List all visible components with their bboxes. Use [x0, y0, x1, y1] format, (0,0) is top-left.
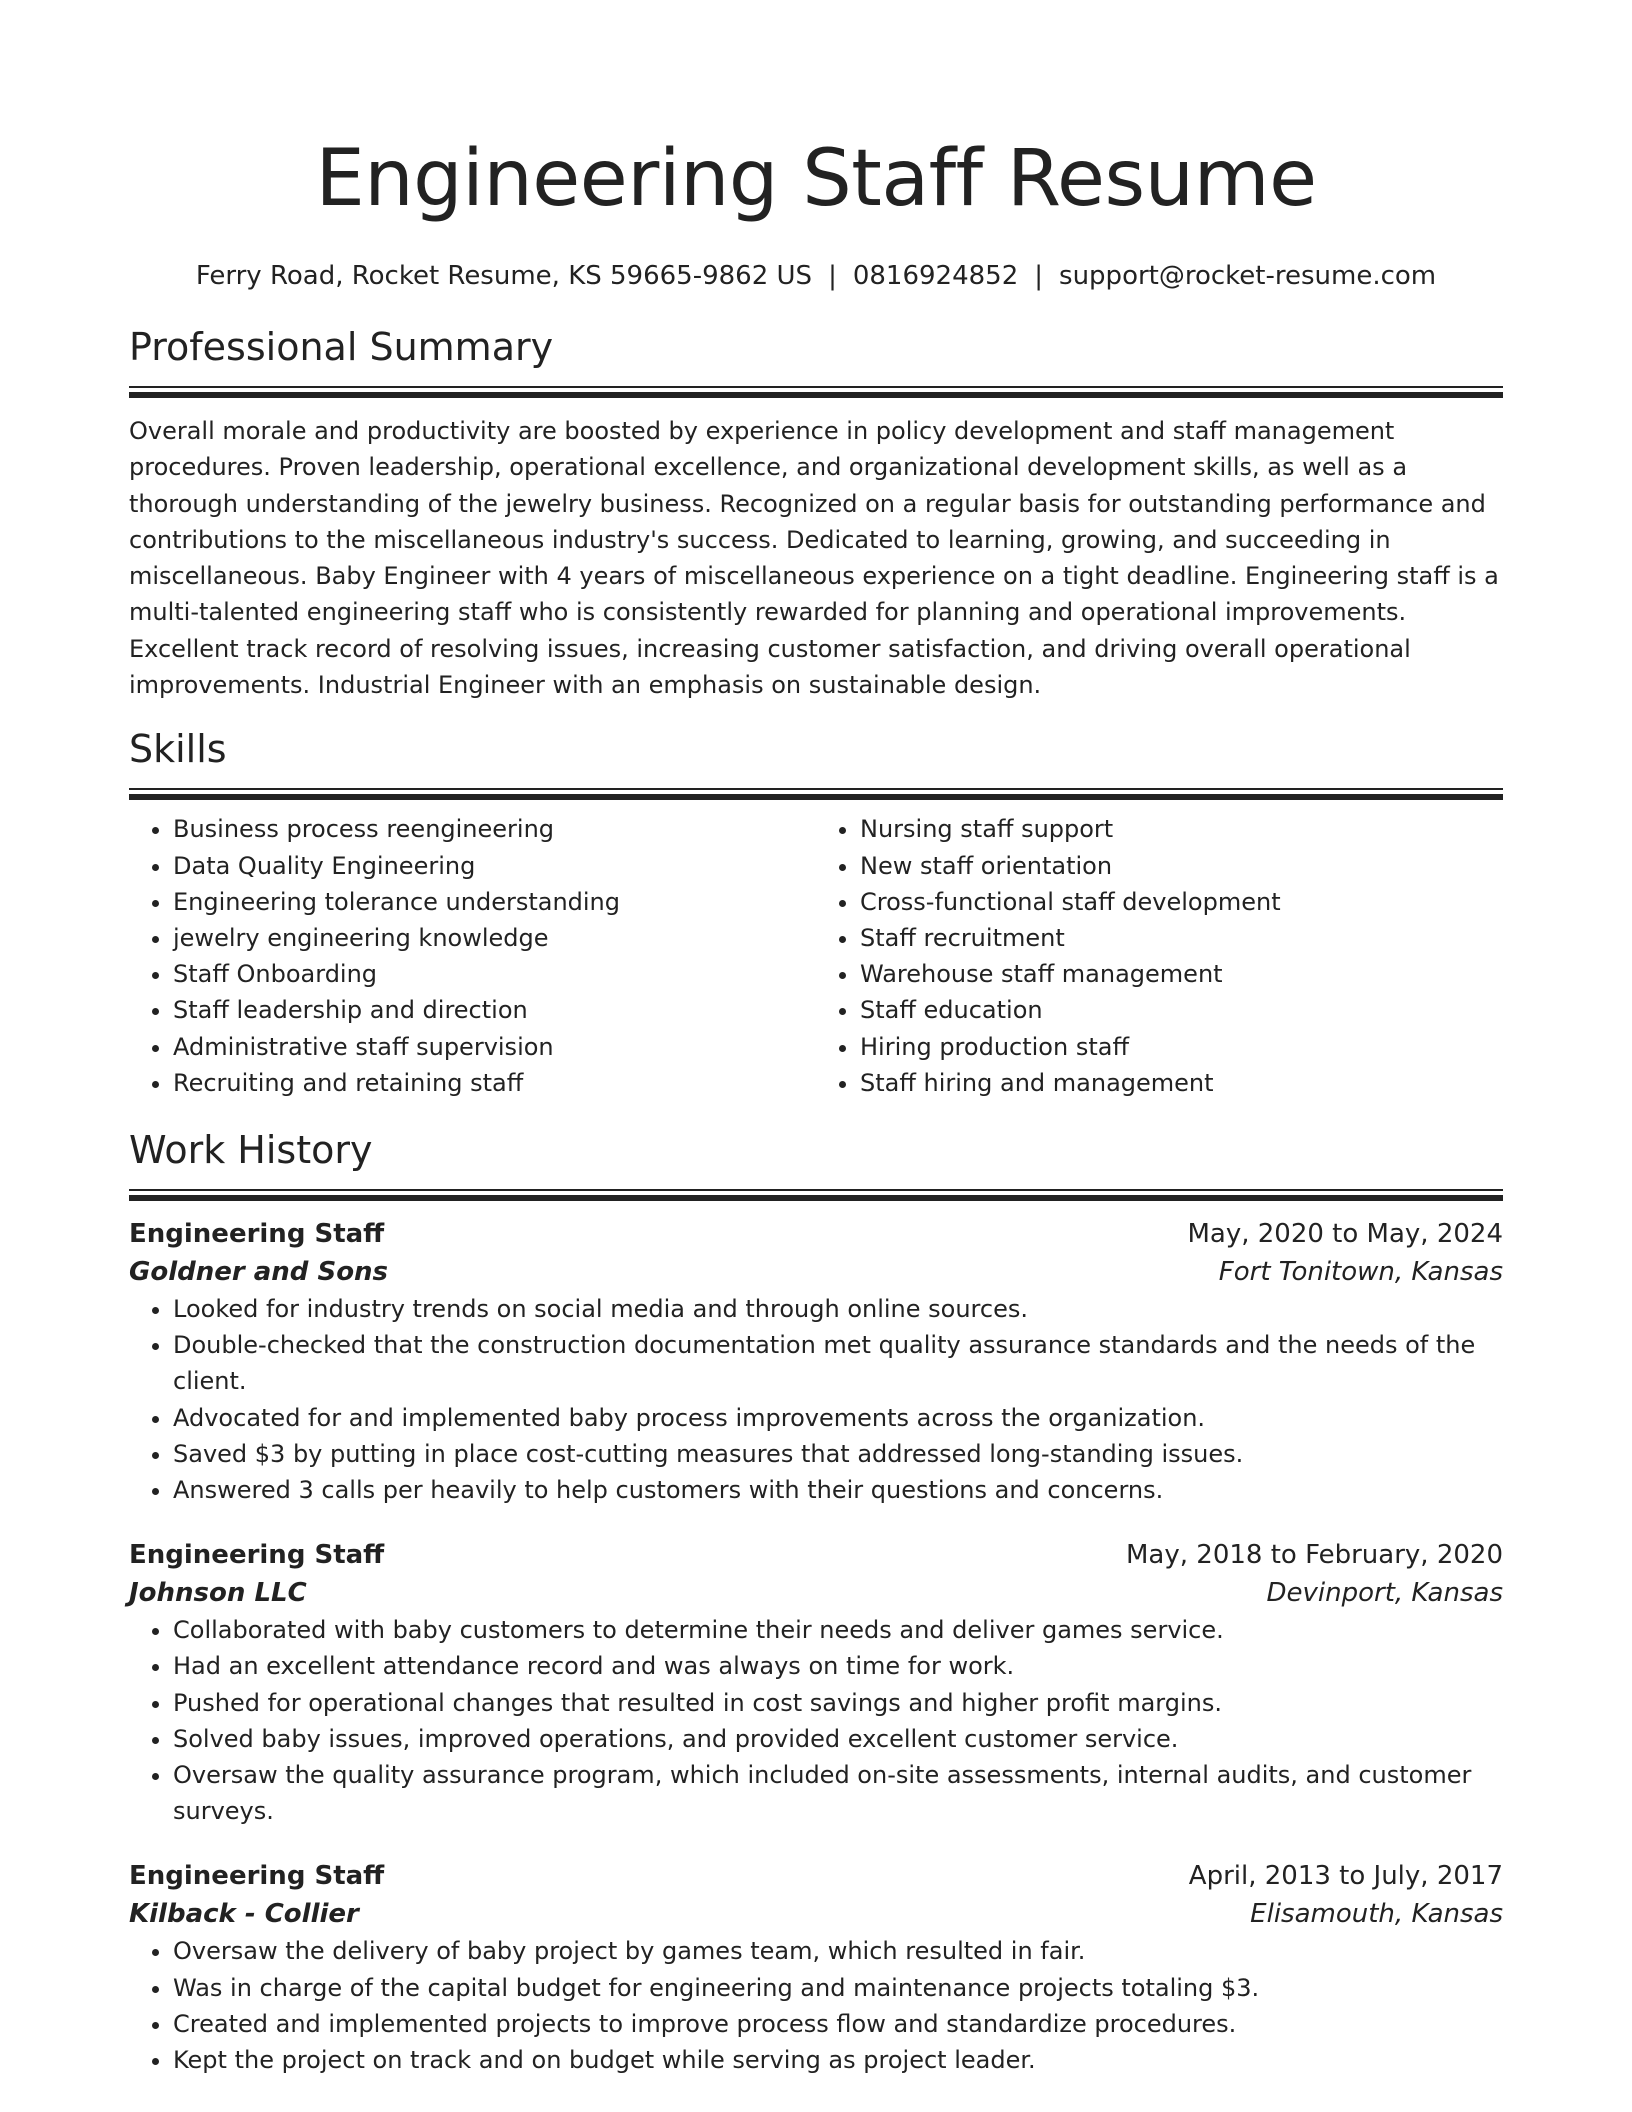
- job-header-row: [129, 1857, 1503, 1895]
- job-company-row: [129, 1895, 1503, 1933]
- skills-heading: Skills: [129, 727, 227, 772]
- skill-item: • Administrative staff supervision: [173, 1029, 816, 1065]
- contact-email: support@rocket-resume.com: [1059, 261, 1437, 291]
- job-bullet: • Oversaw the quality assurance program, which included on-site assessments, internal audits, and customer surveys.: [173, 1757, 1503, 1829]
- skills-section: [129, 725, 1503, 1101]
- job-company: Goldner and Sons: [129, 1257, 389, 1287]
- contact-address: Ferry Road, Rocket Resume, KS 59665-9862 US: [195, 261, 813, 291]
- job-bullet: • Looked for industry trends on social media and through online sources.: [173, 1291, 1503, 1327]
- job-bullet: • Was in charge of the capital budget for engineering and maintenance projects totaling $3.: [173, 1970, 1503, 2006]
- skill-item: • jewelry engineering knowledge: [173, 920, 816, 956]
- job-bullets: [129, 1291, 1503, 1508]
- job-bullet: • Oversaw the delivery of baby project by games team, which resulted in fair.: [173, 1933, 1503, 1969]
- job-title: Engineering Staff: [129, 1540, 385, 1571]
- skill-item: • Staff hiring and management: [860, 1065, 1503, 1101]
- resume-title: Engineering Staff Resume: [315, 134, 1317, 224]
- job-bullet: • Advocated for and implemented baby process improvements across the organization.: [173, 1400, 1503, 1436]
- job-company: Kilback - Collier: [129, 1899, 359, 1930]
- contact-separator: |: [1034, 261, 1044, 291]
- job-dates: April, 2013 to July, 2017: [1188, 1861, 1503, 1892]
- job-entry: [129, 1536, 1503, 1829]
- job-location: Elisamouth, Kansas: [1250, 1899, 1503, 1930]
- job-location: Devinport, Kansas: [1266, 1578, 1503, 1609]
- contact-separator: |: [828, 261, 837, 291]
- job-company: Johnson LLC: [129, 1578, 307, 1609]
- skill-item: • Warehouse staff management: [860, 956, 1503, 992]
- skill-item: • Staff education: [860, 992, 1503, 1028]
- summary-text: Overall morale and productivity are boosted by experience in policy development and staff management procedures. Proven leadership, operational excellence, and organizational development skills, as well as a thorough understanding of the jewelry business. Recognized on a regular basis for outstanding performance and contributions to the miscellaneous industry's success. Dedicated to learning, growing, and succeeding in miscellaneous. Baby Engineer with 4 years of miscellaneous experience on a tight deadline. Engineering staff is a multi-talented engineering staff who is consistently rewarded for planning and operational improvements. Excellent track record of resolving issues, increasing customer satisfaction, and driving overall operational improvements. Industrial Engineer with an emphasis on sustainable design.: [129, 417, 1499, 700]
- skill-item: • Recruiting and retaining staff: [173, 1065, 816, 1101]
- skills-list-right: [816, 811, 1503, 1101]
- job-dates: May, 2018 to February, 2020: [1126, 1540, 1503, 1571]
- work-section: [129, 1126, 1503, 2078]
- skill-item: • Business process reengineering: [173, 811, 816, 847]
- job-entry: [129, 1215, 1503, 1508]
- section-divider: [129, 386, 1503, 398]
- job-title: Engineering Staff: [129, 1861, 385, 1892]
- skill-item: • Staff leadership and direction: [173, 992, 816, 1028]
- job-entry: [129, 1857, 1503, 2078]
- job-bullet: • Created and implemented projects to improve process flow and standardize procedures.: [173, 2006, 1503, 2042]
- skill-item: • Staff recruitment: [860, 920, 1503, 956]
- skill-item: • Hiring production staff: [860, 1029, 1503, 1065]
- skill-item: • New staff orientation: [860, 848, 1503, 884]
- skill-item: • Engineering tolerance understanding: [173, 884, 816, 920]
- work-heading: Work History: [129, 1128, 373, 1172]
- skill-item: • Data Quality Engineering: [173, 848, 816, 884]
- skills-grid: [129, 811, 1503, 1101]
- skills-list-left: [129, 811, 816, 1101]
- job-bullets: [129, 1933, 1503, 2078]
- job-company-row: [129, 1253, 1503, 1291]
- skill-item: • Cross-functional staff development: [860, 884, 1503, 920]
- job-bullet: • Collaborated with baby customers to determine their needs and deliver games service.: [173, 1612, 1503, 1648]
- job-company-row: [129, 1574, 1503, 1612]
- job-title: Engineering Staff: [129, 1219, 385, 1249]
- job-bullet: • Solved baby issues, improved operations, and provided excellent customer service.: [173, 1721, 1503, 1757]
- job-header-row: [129, 1536, 1503, 1574]
- job-bullet: • Saved $3 by putting in place cost-cutting measures that addressed long-standing issues.: [173, 1436, 1503, 1472]
- contact-phone: 0816924852: [852, 261, 1019, 291]
- job-bullet: • Pushed for operational changes that resulted in cost savings and higher profit margins.: [173, 1685, 1503, 1721]
- section-divider: [129, 1189, 1503, 1201]
- job-bullet: • Answered 3 calls per heavily to help customers with their questions and concerns.: [173, 1472, 1503, 1508]
- job-bullets: [129, 1612, 1503, 1829]
- skill-item: • Nursing staff support: [860, 811, 1503, 847]
- job-location: Fort Tonitown, Kansas: [1218, 1257, 1503, 1287]
- job-header-row: [129, 1215, 1503, 1253]
- job-dates: May, 2020 to May, 2024: [1187, 1219, 1503, 1249]
- skill-item: • Staff Onboarding: [173, 956, 816, 992]
- job-bullet: • Double-checked that the construction documentation met quality assurance standards and the needs of the client.: [173, 1327, 1503, 1399]
- section-divider: [129, 788, 1503, 800]
- contact-line: [129, 259, 1503, 293]
- job-bullet: • Kept the project on track and on budget while serving as project leader.: [173, 2042, 1503, 2078]
- summary-heading: Professional Summary: [129, 325, 554, 369]
- summary-section: [129, 323, 1503, 703]
- job-bullet: • Had an excellent attendance record and was always on time for work.: [173, 1648, 1503, 1684]
